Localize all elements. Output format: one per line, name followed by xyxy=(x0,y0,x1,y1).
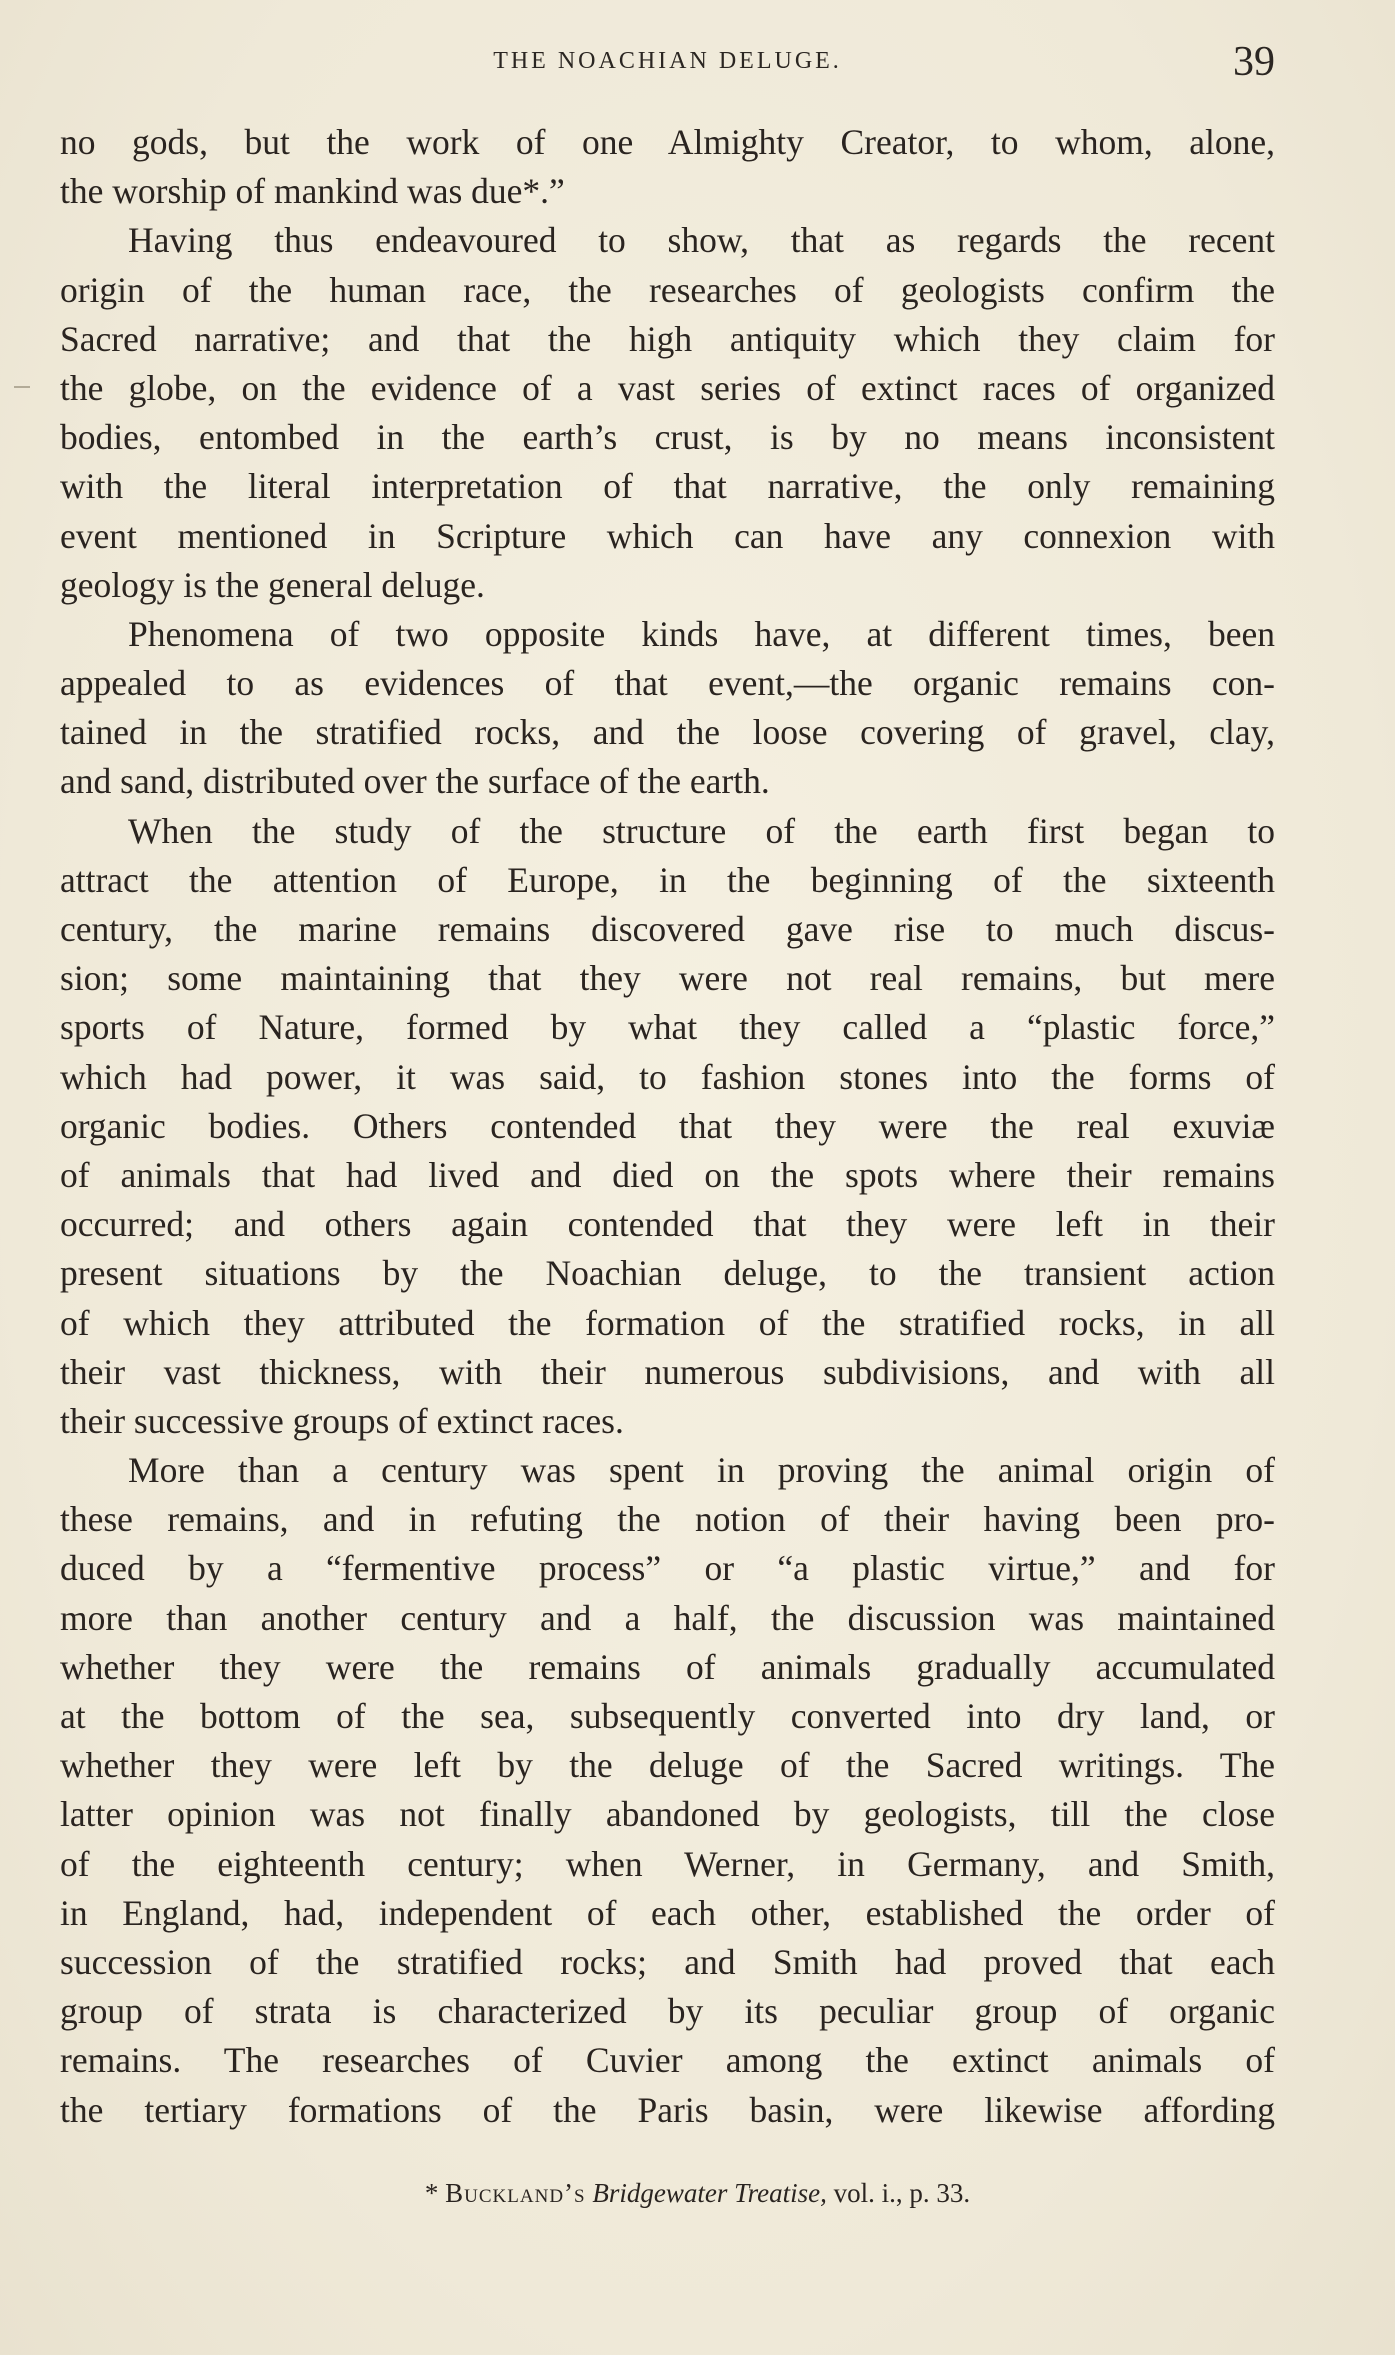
text-line: origin of the human race, the researches of geologists confirm the xyxy=(60,269,1275,310)
text-line: in England, had, independent of each other, established the order of xyxy=(60,1892,1275,1933)
text-line: which had power, it was said, to fashion stones into the forms of xyxy=(60,1056,1275,1097)
text-line: More than a century was spent in proving the animal origin of xyxy=(128,1450,1275,1491)
text-line: latter opinion was not finally abandoned by geologists, till the close xyxy=(60,1794,1275,1835)
text-line: attract the attention of Europe, in the beginning of the sixteenth xyxy=(60,859,1275,900)
text-line: succession of the stratified rocks; and Smith had proved that each xyxy=(60,1941,1275,1982)
text-line: no gods, but the work of one Almighty Creator, to whom, alone, xyxy=(60,122,1275,162)
text-line: present situations by the Noachian deluge, to the transient action xyxy=(60,1253,1275,1294)
text-line: the globe, on the evidence of a vast series of extinct races of organized xyxy=(60,367,1275,408)
footnote-author: Buckland’s xyxy=(445,2178,586,2208)
text-line: the worship of mankind was due*.” xyxy=(60,171,565,212)
text-line: event mentioned in Scripture which can have any connexion with xyxy=(60,515,1275,556)
text-line: more than another century and a half, the discussion was maintained xyxy=(60,1597,1275,1638)
page-header xyxy=(60,38,1275,88)
text-line: geology is the general deluge. xyxy=(60,564,485,605)
text-line: duced by a “fermentive process” or “a plastic virtue,” and for xyxy=(60,1548,1275,1589)
text-line: appealed to as evidences of that event,—the organic remains con- xyxy=(60,663,1275,704)
footnote-marker: * xyxy=(424,2178,446,2208)
text-line: tained in the stratified rocks, and the loose covering of gravel, clay, xyxy=(60,712,1275,753)
footnote-reference: vol. i., p. 33. xyxy=(826,2178,971,2208)
footnote xyxy=(0,2178,1395,2209)
text-line: of which they attributed the formation of the stratified rocks, in all xyxy=(60,1302,1275,1343)
text-line: of the eighteenth century; when Werner, in Germany, and Smith, xyxy=(60,1843,1275,1884)
text-line: organic bodies. Others contended that they were the real exuviæ xyxy=(60,1105,1275,1146)
text-line: Having thus endeavoured to show, that as regards the recent xyxy=(128,220,1275,261)
text-line: group of strata is characterized by its peculiar group of organic xyxy=(60,1991,1275,2032)
footnote-work-title: Bridgewater Treatise, xyxy=(592,2178,827,2208)
text-line: Phenomena of two opposite kinds have, at different times, been xyxy=(128,613,1275,654)
text-line: When the study of the structure of the earth first began to xyxy=(128,810,1275,851)
margin-mark xyxy=(14,386,30,388)
page-number: 39 xyxy=(1233,39,1275,85)
text-line: Sacred narrative; and that the high antiquity which they claim for xyxy=(60,318,1275,359)
text-line: sports of Nature, formed by what they called a “plastic force,” xyxy=(60,1007,1275,1048)
text-line: century, the marine remains discovered gave rise to much discus- xyxy=(60,909,1275,949)
text-line: whether they were left by the deluge of the Sacred writings. The xyxy=(60,1745,1275,1786)
text-line: the tertiary formations of the Paris basin, were likewise affording xyxy=(60,2089,1275,2130)
text-line: bodies, entombed in the earth’s crust, is by no means inconsistent xyxy=(60,417,1275,458)
text-line: these remains, and in refuting the notion of their having been pro- xyxy=(60,1499,1275,1540)
text-line: sion; some maintaining that they were not real remains, but mere xyxy=(60,958,1275,999)
text-line: their successive groups of extinct races. xyxy=(60,1400,624,1441)
running-title: THE NOACHIAN DELUGE. xyxy=(493,48,842,74)
text-line: whether they were the remains of animals gradually accumulated xyxy=(60,1646,1275,1687)
text-line: their vast thickness, with their numerous subdivisions, and with all xyxy=(60,1351,1275,1392)
text-line: and sand, distributed over the surface of the earth. xyxy=(60,761,770,802)
text-line: at the bottom of the sea, subsequently converted into dry land, or xyxy=(60,1696,1275,1736)
text-line: occurred; and others again contended that they were left in their xyxy=(60,1204,1275,1245)
text-line: of animals that had lived and died on the spots where their remains xyxy=(60,1154,1275,1195)
text-line: with the literal interpretation of that narrative, the only remaining xyxy=(60,466,1275,507)
body-text xyxy=(60,118,1275,2135)
text-line: remains. The researches of Cuvier among the extinct animals of xyxy=(60,2040,1275,2081)
